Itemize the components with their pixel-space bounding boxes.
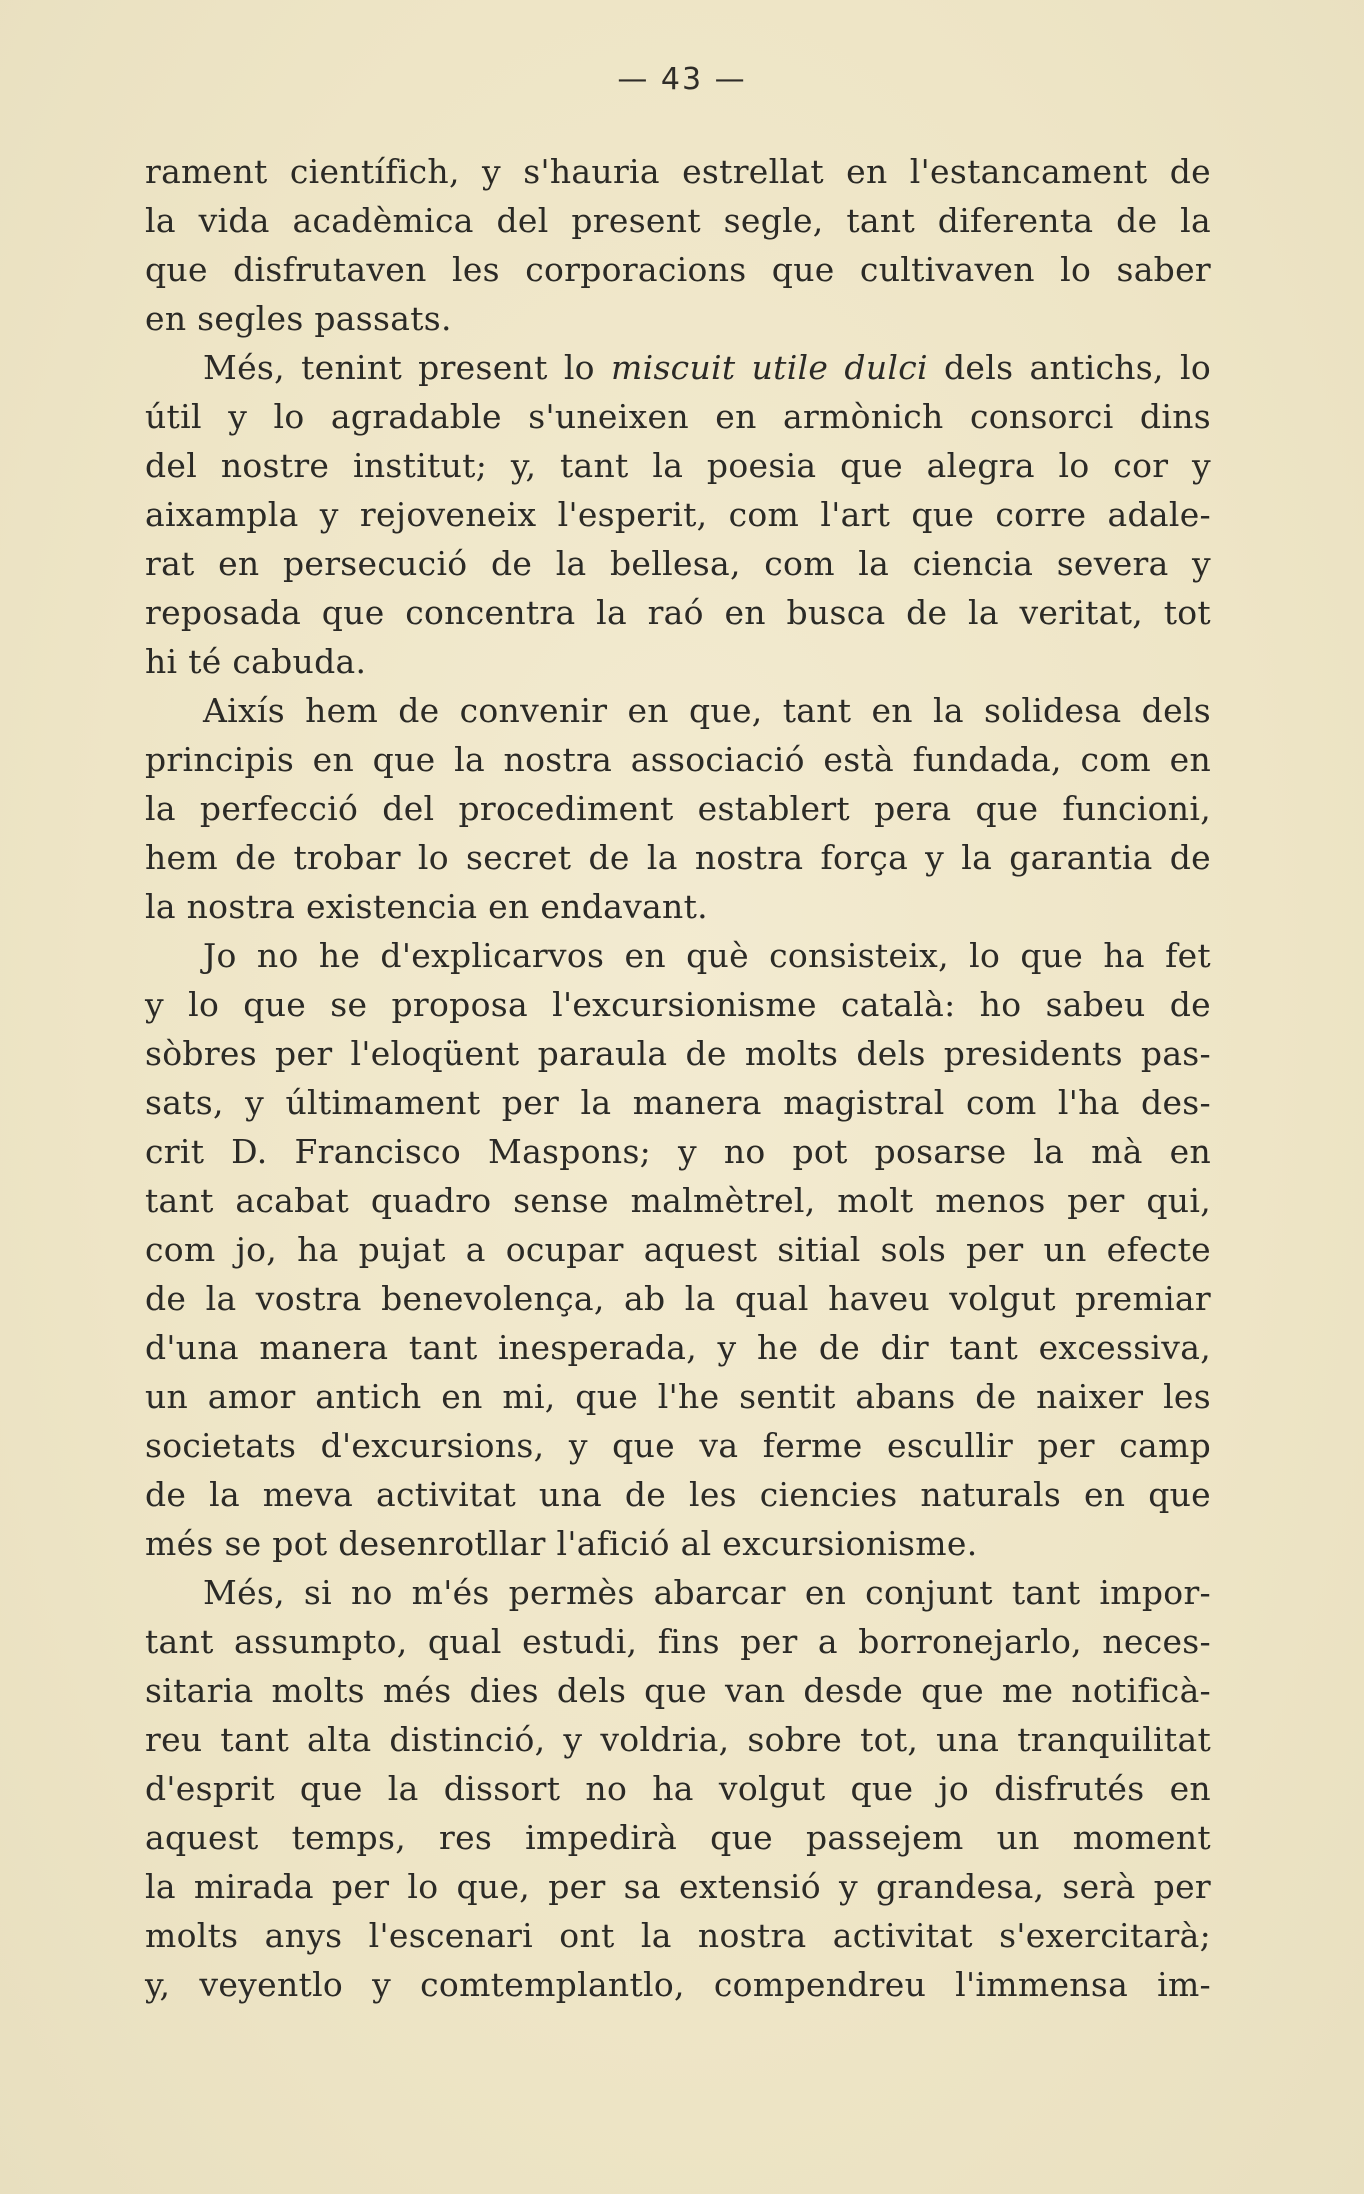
text-segment: dels antichs, lo	[927, 348, 1211, 387]
text-line: en segles passats.	[145, 299, 452, 338]
text-line: molts anys l'escenari ont la nostra activitat s'exercitarà;	[145, 1916, 1211, 1955]
text-line: la nostra existencia en endavant.	[145, 887, 708, 926]
text-line: Jo no he d'explicarvos en què consisteix, lo que ha fet	[203, 936, 1211, 975]
text-line: del nostre institut; y, tant la poesia que alegra lo cor y	[145, 446, 1211, 485]
text-line: com jo, ha pujat a ocupar aquest sitial sols per un efecte	[145, 1230, 1211, 1269]
text-line: la vida acadèmica del present segle, tant diferenta de la	[145, 201, 1211, 240]
text-line: reposada que concentra la raó en busca de la veritat, tot	[145, 593, 1211, 632]
text-line: la perfecció del procediment establert pera que funcioni,	[145, 789, 1211, 828]
text-line: aixampla y rejoveneix l'esperit, com l'art que corre adale-	[145, 495, 1211, 534]
text-line: la mirada per lo que, per sa extensió y grandesa, serà per	[145, 1867, 1211, 1906]
text-line: crit D. Francisco Maspons; y no pot posarse la mà en	[145, 1132, 1211, 1171]
text-line: Més, si no m'és permès abarcar en conjunt tant impor-	[203, 1573, 1211, 1612]
text-line: societats d'excursions, y que va ferme escullir per camp	[145, 1426, 1211, 1465]
text-line: més se pot desenrotllar l'afició al excursionisme.	[145, 1524, 978, 1563]
text-line: aquest temps, res impedirà que passejem un moment	[145, 1818, 1211, 1857]
text-line: tant assumpto, qual estudi, fins per a borronejarlo, neces-	[145, 1622, 1211, 1661]
text-line: sats, y últimament per la manera magistral com l'ha des-	[145, 1083, 1211, 1122]
text-line: y, veyentlo y comtemplantlo, compendreu l'immensa im-	[145, 1965, 1211, 2004]
latin-phrase: miscuit utile dulci	[611, 348, 928, 387]
text-line: tant acabat quadro sense malmètrel, molt menos per qui,	[145, 1181, 1211, 1220]
text-line: que disfrutaven les corporacions que cultivaven lo saber	[145, 250, 1211, 289]
text-segment: Més, tenint present lo	[203, 348, 611, 387]
text-line: de la meva activitat una de les ciencies naturals en que	[145, 1475, 1211, 1514]
page-number: — 43 —	[617, 62, 747, 97]
text-line: sitaria molts més dies dels que van desde que me notificà-	[145, 1671, 1211, 1710]
text-line: hi té cabuda.	[145, 642, 367, 681]
text-line: de la vostra benevolença, ab la qual haveu volgut premiar	[145, 1279, 1211, 1318]
text-line: útil y lo agradable s'uneixen en armònich consorci dins	[145, 397, 1211, 436]
text-line: rament científich, y s'hauria estrellat en l'estancament de	[145, 152, 1211, 191]
text-line: Aixís hem de convenir en que, tant en la solidesa dels	[203, 691, 1211, 730]
text-line: principis en que la nostra associació està fundada, com en	[145, 740, 1211, 779]
text-line: un amor antich en mi, que l'he sentit abans de naixer les	[145, 1377, 1211, 1416]
text-line	[145, 343, 1211, 392]
body-text	[145, 147, 1211, 2009]
text-line: d'una manera tant inesperada, y he de dir tant excessiva,	[145, 1328, 1211, 1367]
text-line: d'esprit que la dissort no ha volgut que jo disfrutés en	[145, 1769, 1211, 1808]
text-line: sòbres per l'eloqüent paraula de molts dels presidents pas-	[145, 1034, 1211, 1073]
text-line: rat en persecució de la bellesa, com la ciencia severa y	[145, 544, 1211, 583]
text-line: hem de trobar lo secret de la nostra força y la garantia de	[145, 838, 1211, 877]
text-line: reu tant alta distinció, y voldria, sobre tot, una tranquilitat	[145, 1720, 1211, 1759]
text-line: y lo que se proposa l'excursionisme català: ho sabeu de	[145, 985, 1211, 1024]
